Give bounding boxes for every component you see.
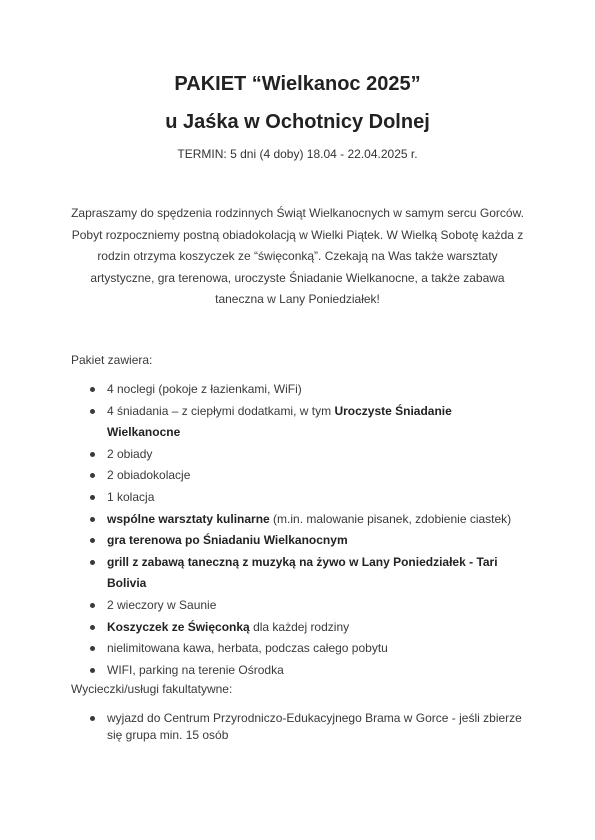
list-item-text-bold: wspólne warsztaty kulinarne	[107, 511, 270, 526]
bullet-icon	[90, 716, 95, 721]
bullet-icon	[90, 409, 95, 414]
bullet-icon	[90, 473, 95, 478]
list-item	[0, 595, 595, 617]
list-item	[0, 552, 595, 595]
list-item	[0, 617, 595, 639]
list-item-text-post: 2 obiadokolacje	[107, 468, 191, 483]
list-item-text-post: 4 noclegi (pokoje z łazienkami, WiFi)	[107, 382, 302, 396]
bullet-icon	[90, 603, 95, 608]
list-item	[0, 530, 595, 552]
page-title: PAKIET “Wielkanoc 2025”	[174, 73, 421, 95]
list-item-text-bold: Koszyczek ze Święconką	[107, 619, 250, 634]
list-item-text-post: wyjazd do Centrum Przyrodniczo-Edukacyjnego Brama w Gorce - jeśli zbierze się grupa min. 15 osób	[107, 711, 522, 742]
list-item-text-bold: Uroczyste Śniadanie Wielkanocne	[107, 403, 452, 440]
list-item-text-post: (m.in. malowanie pisanek, zdobienie ciastek)	[269, 511, 512, 526]
bullet-icon	[90, 452, 95, 457]
page-subtitle: u Jaśka w Ochotnicy Dolnej	[165, 111, 430, 133]
list-item-text-post: 2 obiady	[107, 446, 153, 461]
package-label: Pakiet zawiera:	[71, 353, 153, 367]
list-item	[0, 444, 595, 466]
bullet-icon	[90, 538, 95, 543]
term-line: TERMIN: 5 dni (4 doby) 18.04 - 22.04.2025 r.	[177, 147, 418, 161]
list-item	[0, 379, 595, 401]
list-item	[0, 638, 595, 660]
list-item-text-bold: grill z zabawą taneczną z muzyką na żywo w Lany Poniedziałek - Tari Bolivia	[107, 554, 498, 591]
intro-paragraph: Zapraszamy do spędzenia rodzinnych Świąt Wielkanocnych w samym sercu Gorców. Pobyt rozpoczniemy postną obiadokolacją w Wielki Piątek. W Wielką Sobotę każda z rodzin otrzyma koszyczek ze “święconką”. Czekają na Was także warsztaty artystyczne, gra terenowa, uroczyste Śniadanie Wielkanocne, a także zabawa taneczna w Lany Poniedziałek!	[71, 206, 524, 306]
list-item-text-post: dla każdej rodziny	[249, 619, 350, 634]
list-item	[0, 710, 595, 743]
list-item	[0, 487, 595, 509]
list-item	[0, 465, 595, 487]
list-item	[0, 509, 595, 531]
list-item-text-post: 2 wieczory w Saunie	[107, 597, 217, 612]
bullet-icon	[90, 387, 95, 392]
list-item-text-pre: 4 śniadania – z ciepłymi dodatkami, w tym	[107, 403, 335, 418]
bullet-icon	[90, 560, 95, 565]
list-item	[0, 660, 595, 682]
package-list	[0, 379, 595, 681]
list-item-text-post: 1 kolacja	[107, 489, 155, 504]
bullet-icon	[90, 646, 95, 651]
list-item-text-bold: gra terenowa po Śniadaniu Wielkanocnym	[107, 533, 348, 548]
list-item-text-post: nielimitowana kawa, herbata, podczas całego pobytu	[107, 641, 388, 656]
bullet-icon	[90, 625, 95, 630]
optional-list	[0, 710, 595, 743]
bullet-icon	[90, 495, 95, 500]
bullet-icon	[90, 517, 95, 522]
list-item	[0, 401, 595, 444]
optional-label: Wycieczki/usługi fakultatywne:	[71, 682, 233, 696]
bullet-icon	[90, 668, 95, 673]
list-item-text-post: WIFI, parking na terenie Ośrodka	[107, 662, 284, 677]
